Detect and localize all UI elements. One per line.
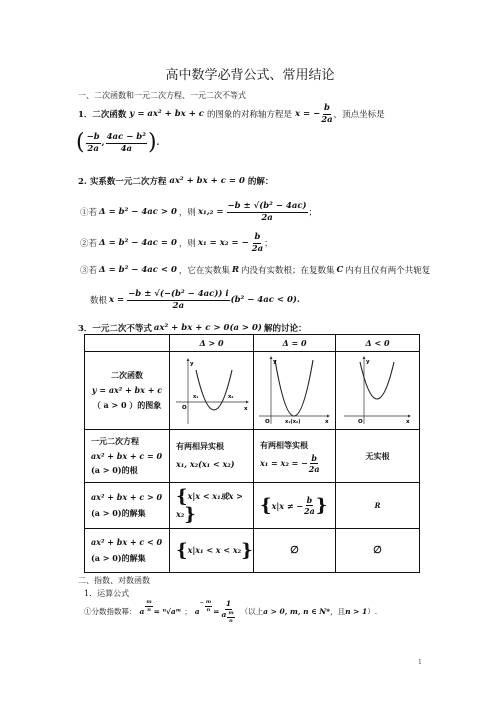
y-label: y <box>365 358 370 365</box>
greater-solution-denominator: 2a <box>304 506 315 516</box>
roots-two-distinct <box>170 430 254 483</box>
row-greater-label-2: (a > 0)的解集 <box>91 507 146 518</box>
open-paren: ( <box>76 130 85 155</box>
case-2 <box>80 233 273 253</box>
item-1-intro: 1．二次函数 <box>78 110 127 120</box>
vertex-y-denominator: 4a <box>120 143 132 154</box>
formula-1-exp-num: m <box>146 599 152 605</box>
case-1 <box>80 202 317 222</box>
axis-fraction <box>321 104 332 124</box>
row-greater-label <box>85 483 170 529</box>
case-3-complex-set: C <box>336 265 344 275</box>
section-2-subheading: 1．运算公式 <box>84 589 130 598</box>
formula-2-exp-num: m <box>205 599 212 605</box>
graph-one-root-cell <box>254 352 336 430</box>
roots-double-formula <box>260 454 335 473</box>
x-label: x <box>243 405 248 412</box>
case-3-tail: (b² − 4ac < 0). <box>230 295 300 305</box>
case-3-condition: Δ = b² − 4ac < 0 <box>99 265 177 275</box>
parabola-no-root-graph <box>338 354 418 426</box>
row-graphs-label <box>85 352 170 430</box>
case-3-line-2 <box>90 290 300 310</box>
table-row-roots <box>85 430 420 483</box>
graph-two-roots-cell <box>170 352 254 430</box>
discriminant-table <box>84 334 420 573</box>
quadratic-equation: ax² + bx + c = 0 <box>169 176 245 186</box>
case-2-numerator: b <box>254 232 261 242</box>
roots-double-denominator: 2a <box>308 463 320 474</box>
greater-solution-double-root-set <box>260 496 327 515</box>
close-brace: } <box>184 503 196 525</box>
vertex-text: ，顶点坐标是 <box>333 110 385 120</box>
case-3-text-3: 内有且仅有两个共轭复 <box>345 266 431 276</box>
greater-solution-fraction <box>304 496 315 515</box>
x-axis-arrow <box>327 414 330 417</box>
formula-1-exp-den: n <box>147 607 151 613</box>
formula-2-denominator <box>221 610 235 624</box>
roots-double-lhs: x₁ = x₂ = − <box>260 458 308 468</box>
roots-double <box>254 430 336 483</box>
case-2-prefix: ②若 <box>80 239 98 249</box>
formula-2-den-exp-num: m <box>228 609 234 616</box>
case-2-denominator: 2a <box>251 243 264 254</box>
item-2-intro: 2. 实系数一元二次方程 <box>78 177 167 187</box>
origin-label: O <box>357 418 363 425</box>
case-1-denominator: 2a <box>261 212 273 223</box>
period: . <box>156 138 160 148</box>
row-less-label-1: ax² + bx + c < 0 <box>91 537 163 548</box>
x-label: x <box>405 418 410 425</box>
condition-math: a > 0, m, n ∈ N* <box>263 607 331 617</box>
case-3-lhs: x = <box>109 295 125 305</box>
item-2-tail: 的解： <box>247 177 274 187</box>
case-2-fraction <box>252 233 263 253</box>
formula-1-rhs: = ⁿ√aᵐ <box>153 607 182 617</box>
quadratic-function: y = ax² + bx + c <box>129 109 204 119</box>
open-brace: { <box>260 494 272 516</box>
less-solution-two-roots <box>170 529 254 573</box>
item-3-tail: 解的讨论： <box>263 324 307 334</box>
case-3-denominator: 2a <box>172 300 185 311</box>
case-1-end: ； <box>308 208 318 218</box>
roots-two-distinct-formula: x₁, x₂(x₁ < x₂) <box>176 459 235 469</box>
vertex-y-numerator: 4ac − b² <box>106 132 146 142</box>
condition-mid: ，且 <box>330 607 346 617</box>
table-row-greater <box>85 483 420 529</box>
item-2 <box>78 175 273 187</box>
roots-double-numerator: b <box>311 452 317 463</box>
parabola-curve <box>360 362 394 399</box>
page-title: 高中数学必背公式、常用结论 <box>165 68 335 83</box>
open-brace: { <box>176 539 188 561</box>
header-delta-negative: Δ < 0 <box>336 335 420 352</box>
greater-solution-numerator: b <box>306 495 313 505</box>
row-roots-label-2: ax² + bx + c = 0 <box>91 450 163 461</box>
parabola-two-roots-graph <box>172 354 252 426</box>
case-3-real-set: R <box>231 265 240 275</box>
formula-2-fraction <box>221 600 235 624</box>
table-row-less <box>85 529 420 573</box>
case-1-prefix: ①若 <box>80 208 98 218</box>
row-graphs-label-1: 二次函数 <box>111 369 143 380</box>
case-1-numerator: −b ± √(b² − 4ac) <box>227 201 307 211</box>
formula-2-den-exponent <box>227 611 234 624</box>
row-roots-label-1: 一元二次方程 <box>91 436 139 447</box>
root-x2-label: x₂ <box>227 393 233 400</box>
close-paren: ) <box>147 130 157 155</box>
greater-solution-double-root <box>254 483 336 529</box>
case-2-lhs: x₁ = x₂ = − <box>197 238 249 248</box>
row-less-label-2: (a > 0)的解集 <box>91 552 146 563</box>
formula-2-numerator: 1 <box>225 599 232 608</box>
case-3-text-1: ，它在实数集 <box>178 266 230 276</box>
formula-1-base: a <box>139 607 145 617</box>
axis-numerator: b <box>323 103 330 113</box>
open-brace: { <box>176 485 188 507</box>
row-greater-label-1: ax² + bx + c > 0 <box>91 492 163 503</box>
table-header-row <box>85 335 420 352</box>
greater-solution-double-root-text: x|x ≠ − <box>271 500 304 511</box>
root-x1-label: x₁ <box>192 393 198 400</box>
origin-label: O <box>264 418 270 425</box>
case-3-roots-label: 数根 <box>90 296 108 306</box>
roots-none: 无实根 <box>336 430 420 483</box>
close-brace: } <box>315 494 328 516</box>
case-3-numerator: −b ± √(−(b² − 4ac)) i <box>128 289 229 299</box>
formula-separator: ； <box>184 607 192 617</box>
greater-solution-two-roots <box>170 483 254 529</box>
greater-solution-two-roots-text: x|x < x₁或x > x₂ <box>176 490 243 519</box>
formula-1-exponent <box>145 600 152 613</box>
fractional-exponent-line <box>84 600 377 624</box>
vertex-x <box>86 133 101 153</box>
header-empty <box>85 335 170 352</box>
formula-2-exp-den: n <box>206 607 211 613</box>
vertex-y <box>106 133 147 153</box>
row-graphs-label-3: （ a > 0 ）的图象 <box>92 400 162 411</box>
condition-open: （以上 <box>240 607 264 617</box>
row-graphs-label-2: y = ax² + bx + c <box>91 384 163 395</box>
case-2-end: ； <box>264 239 273 249</box>
axis-denominator: 2a <box>321 114 333 125</box>
case-2-then: ，则 <box>178 239 196 249</box>
section-2-heading: 二、指数、对数函数 <box>78 576 150 585</box>
x-axis-arrow <box>408 414 411 417</box>
x-axis-arrow <box>246 400 249 403</box>
roots-double-text: 有两相等实根 <box>260 439 308 450</box>
item-3-intro: 3．一元二次不等式 <box>78 324 152 334</box>
case-1-lhs: x₁,₂ = <box>197 207 224 217</box>
vertex-coordinates <box>76 132 160 154</box>
case-3-fraction <box>127 290 229 310</box>
comma: , <box>101 138 105 148</box>
origin-label: O <box>181 404 187 411</box>
case-2-condition: Δ = b² − 4ac = 0 <box>99 238 177 248</box>
condition-n: n > 1 <box>345 607 368 617</box>
case-3-prefix: ③若 <box>80 266 98 276</box>
close-brace: } <box>241 539 253 561</box>
double-root-label: x₁(x₂) <box>284 418 300 425</box>
y-label: y <box>272 358 277 365</box>
case-1-then: ，则 <box>178 208 196 218</box>
page-number: 1 <box>418 659 422 666</box>
graph-no-root-cell <box>336 352 420 430</box>
item-3 <box>78 322 306 334</box>
case-1-fraction <box>227 202 308 222</box>
case-3 <box>80 264 430 276</box>
x-label: x <box>324 418 329 425</box>
case-3-text-2: 内没有实数根；在复数集 <box>241 266 335 276</box>
row-roots-label <box>85 430 170 483</box>
vertex-x-numerator: −b <box>86 132 100 142</box>
parabola-curve <box>272 358 313 416</box>
formula-2-den-base: a <box>221 609 227 619</box>
case-1-condition: Δ = b² − 4ac > 0 <box>99 207 177 217</box>
axis-lhs: x = − <box>294 109 321 119</box>
formula-2-exponent <box>205 600 212 613</box>
parabola-curve <box>196 370 232 410</box>
item-1-text: 的图象的对称轴方程是 <box>206 110 292 120</box>
condition-close: ）. <box>367 607 378 617</box>
row-roots-label-3: (a > 0)的根 <box>91 465 138 476</box>
formula-2-equals: = <box>213 607 220 617</box>
header-delta-zero: Δ = 0 <box>254 335 336 352</box>
formula-2-den-exp-den: n <box>229 617 233 624</box>
greater-solution-no-root: R <box>336 483 420 529</box>
less-solution-no-root: ∅ <box>336 529 420 573</box>
less-solution-two-roots-text: x|x₁ < x < x₂ <box>187 544 242 555</box>
header-delta-positive: Δ > 0 <box>170 335 254 352</box>
parabola-one-root-graph <box>255 354 335 426</box>
vertex-x-denominator: 2a <box>87 143 99 154</box>
y-label: y <box>189 360 194 367</box>
formula-2-base: a <box>194 607 200 617</box>
quadratic-inequality: ax² + bx + c > 0(a > 0) <box>153 323 262 333</box>
table-row-graphs <box>85 352 420 430</box>
roots-two-distinct-text: 有两相异实根 <box>176 441 224 452</box>
roots-double-fraction <box>309 454 320 473</box>
formula-2-exp-minus: − <box>199 600 204 606</box>
item-1 <box>78 104 385 124</box>
fractional-exponent-prefix: ①分数指数幂： <box>84 607 137 617</box>
less-solution-double-root: ∅ <box>254 529 336 573</box>
row-less-label <box>85 529 170 573</box>
section-1-heading: 一、二次函数和一元二次方程、一元二次不等式 <box>78 91 246 100</box>
